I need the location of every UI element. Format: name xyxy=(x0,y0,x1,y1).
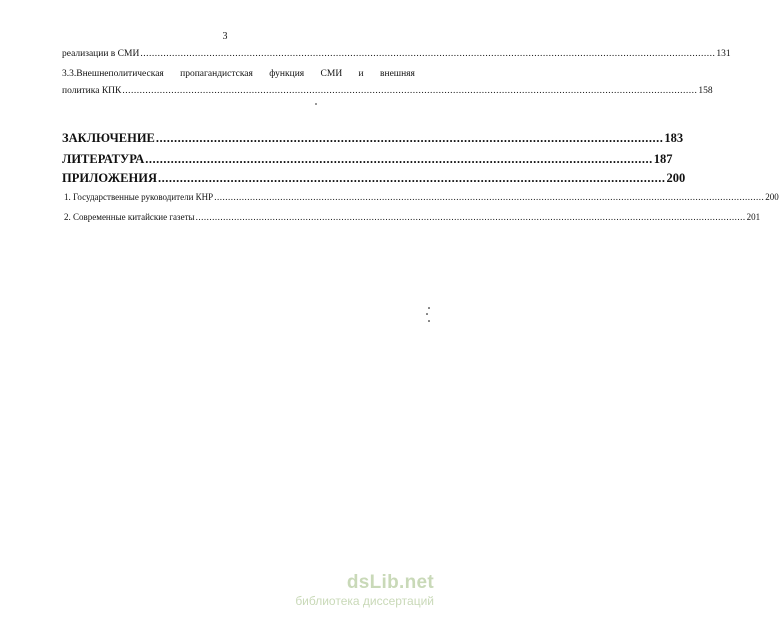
toc-entry-label: 2. Современные китайские газеты xyxy=(64,212,195,222)
toc-word: и xyxy=(358,69,364,79)
toc-entry-conclusion xyxy=(62,131,684,146)
watermark-logo: dsLib.net xyxy=(346,572,434,593)
toc-appendix-item-newspapers xyxy=(64,212,761,222)
toc-leader-dots: ........................................................................................................................................................................................................ xyxy=(140,49,716,59)
toc-word: внешняя xyxy=(380,69,415,79)
toc-entry-foreign-policy-heading xyxy=(62,69,415,79)
watermark xyxy=(295,573,434,609)
toc-leader-dots: ............................................................................................................................................ xyxy=(155,131,664,145)
toc-appendix-item-leaders xyxy=(64,192,779,202)
scan-speck xyxy=(315,103,317,105)
toc-entry-page: 200 xyxy=(765,192,779,202)
toc-leader-dots: ............................................................................................................................................ xyxy=(145,152,653,166)
toc-entry-label: ЛИТЕРАТУРА xyxy=(62,152,145,166)
toc-leader-dots: ........................................................................................................................................................................................................ xyxy=(214,192,765,202)
scan-speck xyxy=(428,307,430,309)
toc-leader-dots: ........................................................................................................................................................................................................ xyxy=(122,86,698,96)
watermark-subtitle: библиотека диссертаций xyxy=(295,594,434,608)
toc-entry-label: 1. Государственные руководители КНР xyxy=(64,192,214,202)
toc-word: 3.3.Внешнеполитическая xyxy=(62,69,164,79)
toc-entry-page: 183 xyxy=(664,131,684,145)
toc-leader-dots: ........................................................................................................................................................................................................ xyxy=(195,212,746,222)
toc-entry-page: 201 xyxy=(746,212,761,222)
toc-word: СМИ xyxy=(320,69,343,79)
toc-entry-page: 131 xyxy=(716,49,731,59)
page-number: 3 xyxy=(222,31,228,42)
toc-entry-media-realization xyxy=(62,49,731,59)
toc-entry-label: ЗАКЛЮЧЕНИЕ xyxy=(62,131,155,145)
toc-entry-page: 158 xyxy=(698,86,713,96)
toc-entry-cpc-policy xyxy=(62,86,713,96)
toc-entry-literature xyxy=(62,152,673,167)
toc-entry-page: 187 xyxy=(653,152,673,166)
toc-entry-label: ПРИЛОЖЕНИЯ xyxy=(62,171,157,185)
toc-entry-label: реализации в СМИ xyxy=(62,49,140,59)
toc-leader-dots: ............................................................................................................................................ xyxy=(157,171,666,185)
scan-speck xyxy=(426,313,428,315)
toc-entry-label: политика КПК xyxy=(62,86,122,96)
toc-word: функция xyxy=(269,69,305,79)
toc-word: пропагандистская xyxy=(180,69,253,79)
toc-entry-page: 200 xyxy=(666,171,686,185)
scan-speck xyxy=(428,320,430,322)
toc-entry-appendices xyxy=(62,171,686,186)
